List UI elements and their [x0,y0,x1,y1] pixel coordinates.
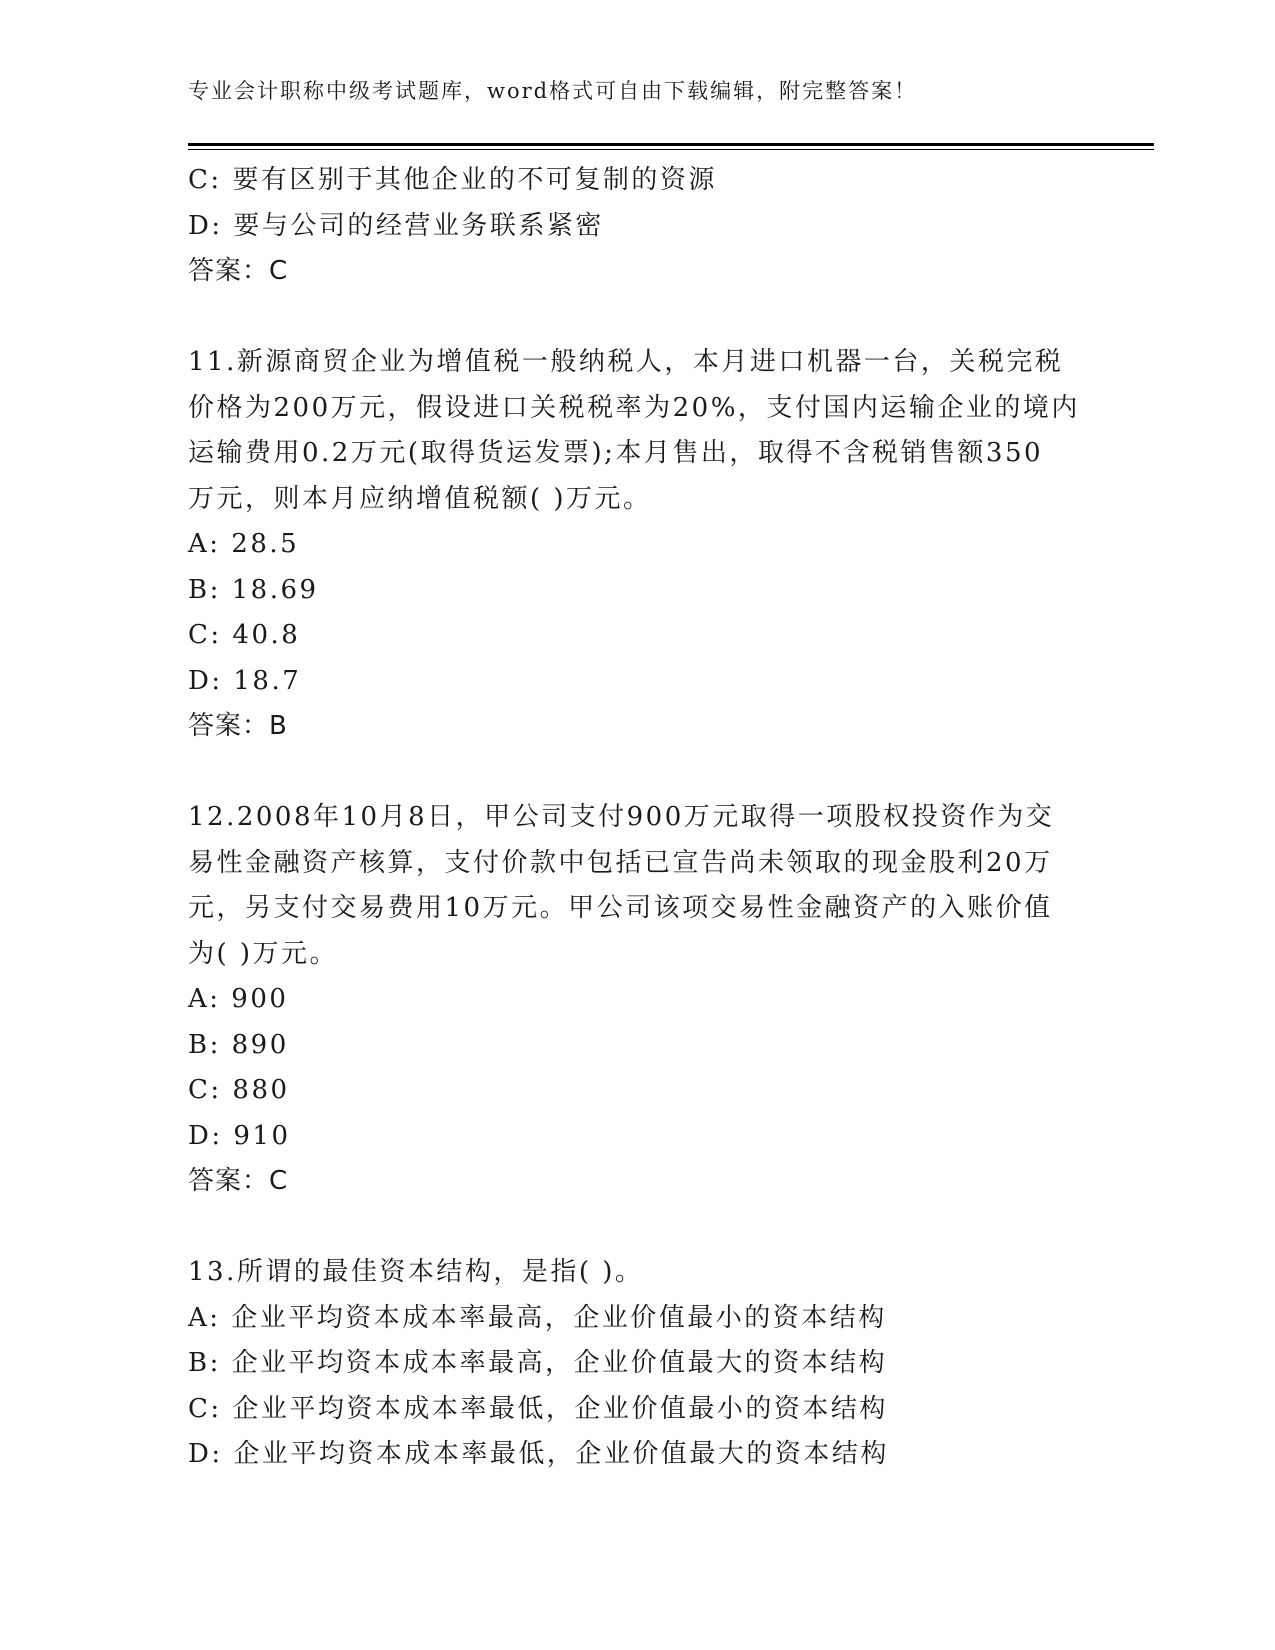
option-b: B: 890 [188,1029,289,1060]
answer-line: 答案：C [188,1166,289,1196]
question-stem-line: 13.所谓的最佳资本结构，是指( )。 [188,1257,644,1287]
question-13 [188,1250,1088,1478]
answer-line: 答案：B [188,711,288,741]
option-a: A: 企业平均资本成本率最高，企业价值最小的资本结构 [188,1302,887,1333]
question-stem-line: 价格为200万元，假设进口关税税率为20%，支付国内运输企业的境内 [188,392,1080,423]
question-stem-line: 运输费用0.2万元(取得货运发票);本月售出，取得不含税销售额350 [188,438,1044,468]
answer-line: 答案：C [188,256,289,286]
previous-question [188,158,1088,295]
option-c: C: 要有区别于其他企业的不可复制的资源 [188,165,717,195]
question-stem-line: 12.2008年10月8日，甲公司支付900万元取得一项股权投资作为交 [188,802,1055,832]
option-c: C: 880 [188,1075,290,1105]
option-d: D: 要与公司的经营业务联系紧密 [188,210,604,241]
question-11 [188,340,1088,750]
question-stem-line: 易性金融资产核算，支付价款中包括已宣告尚未领取的现金股利20万 [188,847,1053,878]
spacer [188,1205,1088,1251]
option-d: D: 18.7 [188,665,302,696]
page-header: 专业会计职称中级考试题库，word格式可自由下载编辑，附完整答案！ [188,79,918,103]
question-stem-line: 为( )万元。 [188,938,339,969]
question-stem-line: 元，另支付交易费用10万元。甲公司该项交易性金融资产的入账价值 [188,893,1053,923]
option-c: C: 40.8 [188,620,301,650]
question-stem-line: 万元，则本月应纳增值税额( )万元。 [188,483,652,514]
document-body [188,158,1088,1478]
option-c: C: 企业平均资本成本率最低，企业价值最小的资本结构 [188,1393,888,1424]
option-b: B: 企业平均资本成本率最高，企业价值最大的资本结构 [188,1348,888,1378]
spacer [188,295,1088,341]
spacer [188,750,1088,796]
header-rule-thin [188,149,1154,150]
option-a: A: 28.5 [188,529,300,559]
option-a: A: 900 [188,984,289,1014]
question-12 [188,795,1088,1205]
option-d: D: 910 [188,1120,291,1151]
option-b: B: 18.69 [188,574,319,605]
header-rule-thick [188,143,1154,146]
option-d: D: 企业平均资本成本率最低，企业价值最大的资本结构 [188,1439,889,1469]
question-stem-line: 11.新源商贸企业为增值税一般纳税人，本月进口机器一台，关税完税 [188,347,1064,377]
